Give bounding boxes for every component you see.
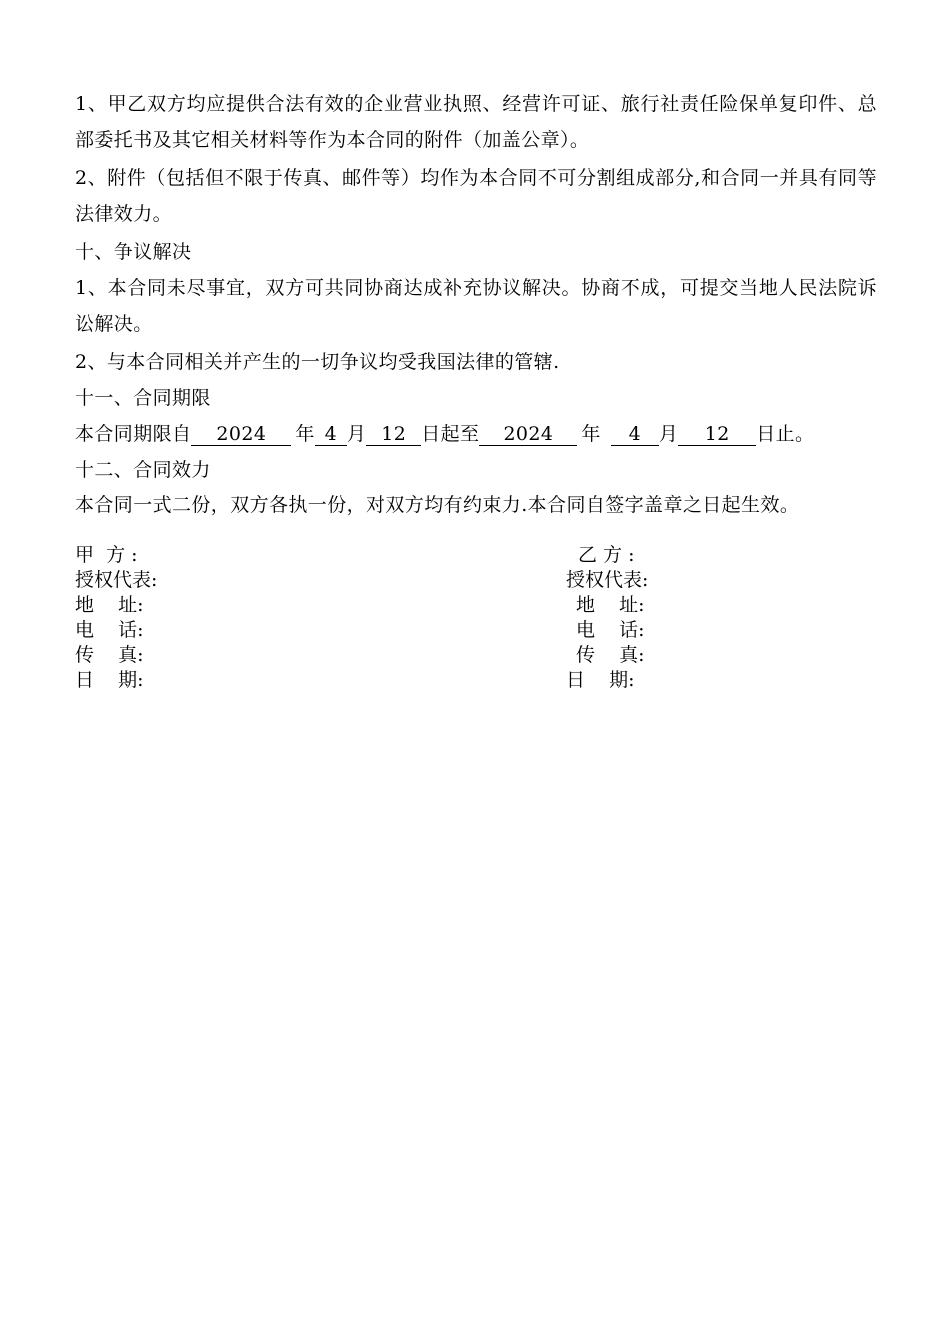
- dispute-clause-2: 2、与本合同相关并产生的一切争议均受我国法律的管辖.: [75, 351, 560, 373]
- party-a-date: 日 期:: [75, 669, 144, 691]
- party-b-date: 日 期:: [566, 669, 635, 691]
- party-a-label: 甲 方 :: [75, 544, 138, 566]
- term-end-year: 2024: [479, 423, 577, 446]
- party-a-block: [75, 543, 157, 693]
- term-start-day: 12: [366, 423, 421, 446]
- validity-clause: 本合同一式二份，双方各执一份，对双方均有约束力.本合同自签字盖章之日起生效。: [75, 494, 800, 516]
- section-heading-validity: 十二、合同效力: [75, 459, 211, 481]
- term-start-month: 4: [315, 423, 347, 446]
- party-b-label: 乙 方 :: [578, 544, 635, 566]
- party-b-representative: 授权代表:: [566, 569, 649, 591]
- party-b-phone: 电 话:: [576, 619, 645, 641]
- term-end-month: 4: [611, 423, 659, 446]
- attachment-clause-1: 1、甲乙双方均应提供合法有效的企业营业执照、经营许可证、旅行社责任险保单复印件、总部委托书及其它相关材料等作为本合同的附件（加盖公章）。: [75, 93, 877, 151]
- term-suffix: 日止。: [756, 423, 815, 445]
- term-end-day: 12: [678, 423, 756, 446]
- attachment-clause-2: 2、附件（包括但不限于传真、邮件等）均作为本合同不可分割组成部分,和合同一并具有同等法律效力。: [75, 167, 877, 225]
- party-a-phone: 电 话:: [75, 619, 144, 641]
- section-heading-term: 十一、合同期限: [75, 387, 211, 409]
- term-end-year-label: 年: [581, 423, 601, 445]
- term-start-month-label: 月: [346, 423, 367, 445]
- term-start-year-label: 年: [295, 423, 315, 445]
- section-heading-dispute: 十、争议解决: [75, 241, 192, 263]
- dispute-clause-1: 1、本合同未尽事宜，双方可共同协商达成补充协议解决。协商不成，可提交当地人民法院诉讼解决。: [75, 277, 877, 335]
- term-start-year: 2024: [191, 423, 291, 446]
- term-mid: 日起至: [421, 423, 480, 445]
- term-end-month-label: 月: [658, 423, 679, 445]
- term-sentence: [75, 416, 814, 452]
- party-b-fax: 传 真:: [576, 644, 645, 666]
- party-a-address: 地 址:: [75, 594, 144, 616]
- party-a-representative: 授权代表:: [75, 569, 158, 591]
- party-b-address: 地 址:: [576, 594, 645, 616]
- party-b-block: [566, 543, 648, 693]
- party-a-fax: 传 真:: [75, 644, 144, 666]
- term-prefix: 本合同期限自: [75, 423, 192, 445]
